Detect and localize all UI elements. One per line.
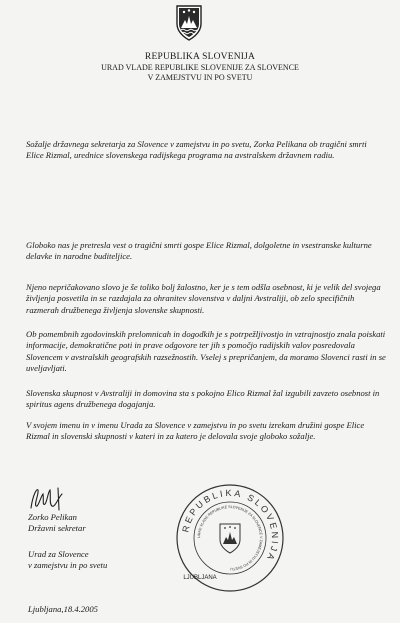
seal-coat-of-arms-icon xyxy=(220,524,240,553)
paragraph-5: V svojem imenu in v imenu Urada za Slovence v zamejstvu in po svetu izrekam družini gospe Elice Rizmal in slovenski skupnosti v kateri in za katero je delovala svoje globoko sožalje. xyxy=(26,420,365,442)
office-block xyxy=(28,549,107,571)
signer-title: Državni sekretar xyxy=(28,523,86,533)
slovenia-coat-of-arms-icon xyxy=(174,4,204,42)
letterhead-country: REPUBLIKA SLOVENIJA xyxy=(144,52,256,62)
office-line-2: v zamejstvu in po svetu xyxy=(28,560,108,570)
seal-city xyxy=(0,575,400,581)
paragraph-1: Globoko nas je pretresla vest o tragični smrti gospe Elice Rizmal, dolgoletne in vsestranske kulturne delavke in narodne buditeljice. xyxy=(26,240,372,262)
paragraph-2: Njeno nepričakovano slovo je še toliko bolj žalostno, ker je s tem odšla osebnost, ki je velik del svojega življenja posvetila in se razdajala za ohranitev slovenstva v daljni Avstraliji, ob zelo specifičnih razmerah družbenega življenja slovenske skupnosti. xyxy=(26,282,381,315)
handwritten-signature xyxy=(28,484,68,512)
office-line-1: Urad za Slovence xyxy=(28,549,89,559)
letterhead-office-sub: V ZAMEJSTVU IN PO SVETU xyxy=(147,73,253,82)
letterhead xyxy=(0,52,400,83)
paragraph-3: Ob pomembnih zgodovinskih prelomnicah in dogodkih je s potrpežljivostjo in vztrajnostjo znala poiskati informacije, demokratične poti in prave odgovore ter jih s pomočjo radijskih valov posredovala Slovencem v avstralskih geografskih razsežnostih. Vselej s prepričanjem, da moramo Slovenci rasti in se uveljavljati. xyxy=(26,329,386,374)
seal-ring-text: REPUBLIKA SLOVENIJA xyxy=(180,487,281,564)
seal-city-label: LJUBLJANA xyxy=(183,575,217,581)
paragraph-4: Slovenska skupnost v Avstraliji in domovina sta s pokojno Elico Rizmal žal izgubili zavzeto osebnost in spiritus agens družbenega dogajanja. xyxy=(26,388,380,410)
seal-inner-text: URAD VLADE REPUBLIKE SLOVENIJE ZA SLOVENCE V ZAMEJSTVU IN PO SVETU xyxy=(196,504,264,572)
letter-date: Ljubljana,18.4.2005 xyxy=(28,604,98,614)
signer-name: Zorko Pelikan xyxy=(28,512,77,522)
letter-subject: Sožalje državnega sekretarja za Slovence v zamejstvu in po svetu, Zorka Pelikana ob tragični smrti Elice Rizmal, urednice slovenskega radijskega programa na avstralskem državnem radiu. xyxy=(26,139,367,161)
signer-block xyxy=(28,512,86,534)
letterhead-office: URAD VLADE REPUBLIKE SLOVENIJE ZA SLOVENCE xyxy=(101,63,299,72)
